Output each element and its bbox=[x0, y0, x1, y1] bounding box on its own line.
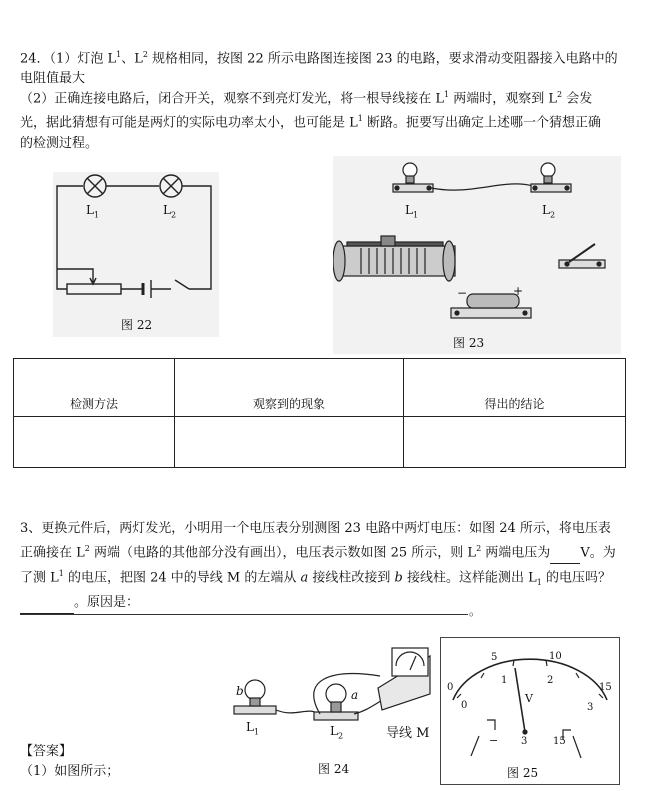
q24-part1: 24．（1）灯泡 $L^1$、$L^2$ 规格相同，按图 22 所示电路图连接图 23 的电路，要求滑动变阻器接入电路中的 电阻值最大 bbox=[20, 50, 618, 87]
answer-title: 【答案】 bbox=[20, 744, 73, 759]
scale-bot-3: 3 bbox=[587, 702, 594, 713]
label-l1: $L_1$ bbox=[405, 203, 419, 220]
scale-top-15: 15 bbox=[599, 682, 612, 693]
terminal-3: 3 bbox=[521, 736, 528, 747]
switch-symbol bbox=[175, 280, 189, 289]
scale-top-0: 0 bbox=[447, 682, 454, 693]
minus-sign: − bbox=[457, 286, 468, 300]
circuit-diagram bbox=[53, 172, 219, 337]
figure-22 bbox=[53, 172, 219, 337]
scale-bot-2: 2 bbox=[547, 675, 554, 686]
voltmeter-picture bbox=[378, 648, 430, 710]
terminal-15: 15 bbox=[553, 736, 566, 747]
apparatus-picture bbox=[333, 156, 621, 354]
rheostat-symbol bbox=[67, 284, 121, 294]
label-l2: $L_2$ bbox=[163, 203, 177, 220]
header-method: 检测方法 bbox=[14, 359, 175, 417]
lamp-l1-picture bbox=[393, 163, 433, 192]
rheostat-picture bbox=[333, 236, 455, 281]
figure-23-caption: 图 23 bbox=[453, 336, 485, 350]
period: 。 bbox=[469, 604, 482, 618]
figure-23 bbox=[333, 156, 621, 354]
plus-sign: + bbox=[513, 284, 524, 298]
terminal-b-label: b bbox=[236, 684, 244, 698]
scale-bot-0: 0 bbox=[461, 700, 468, 711]
unit-label: V bbox=[525, 692, 533, 705]
wire-m-label: 导线 M bbox=[386, 726, 430, 741]
scale-top-5: 5 bbox=[491, 652, 498, 663]
scale-top-10: 10 bbox=[549, 651, 562, 662]
answer-cell-method[interactable] bbox=[14, 417, 175, 468]
blank-yes-no[interactable] bbox=[20, 593, 74, 614]
label-l2: $L_2$ bbox=[542, 203, 556, 220]
figure-22-caption: 图 22 bbox=[121, 318, 153, 332]
switch-picture bbox=[559, 244, 605, 268]
figure-25 bbox=[440, 637, 620, 785]
answer-line[interactable] bbox=[20, 614, 468, 615]
answer-cell-conclusion[interactable] bbox=[404, 417, 626, 468]
lamp-l2-picture bbox=[531, 163, 571, 192]
figure-24 bbox=[230, 640, 440, 780]
scale-bot-1: 1 bbox=[501, 675, 508, 686]
answer-cell-phenomenon[interactable] bbox=[175, 417, 404, 468]
figure-25-caption: 图 25 bbox=[507, 766, 539, 780]
terminal-a-label: a bbox=[351, 688, 359, 702]
header-phenomenon: 观察到的现象 bbox=[175, 359, 404, 417]
label-l1: $L_1$ bbox=[246, 720, 260, 737]
voltmeter-setup-picture bbox=[230, 640, 440, 780]
needle bbox=[515, 668, 525, 732]
terminal-minus: − bbox=[489, 734, 499, 747]
figure-24-caption: 图 24 bbox=[318, 762, 350, 776]
blank-voltage[interactable] bbox=[550, 543, 580, 564]
q24-part2: （2）正确连接电路后，闭合开关，观察不到亮灯发光，将一根导线接在 $L^1$ 两端时，观察到 $L^2$ 会发 光，据此猜想有可能是两灯的实际电功率太小，也可能是 $L^1$ 断路。扼要写出确定上述哪一个猜想正确 的检测过程。 bbox=[20, 90, 601, 151]
label-l2: $L_2$ bbox=[330, 724, 344, 741]
q3-text: 3、更换元件后，两灯发光，小明用一个电压表分别测图 23 电路中两灯电压：如图 24 所示，将电压表 正确接在 $L^2$ 两端（电路的其他部分没有画出），电压表示数如图 25 所示，则 $L^2$ 两端电压为 V。为 了测 $L^1$ 的电压，把图 24 中的导线 M 的左端从 a 接线柱改接到 b 接线柱。这样能测出 $L_1$ 的电压吗？ 。原因是： bbox=[20, 519, 632, 614]
header-conclusion: 得出的结论 bbox=[404, 359, 626, 417]
label-l1: $L_1$ bbox=[86, 203, 100, 220]
answer-line1: （1）如图所示； bbox=[20, 764, 120, 779]
observation-table bbox=[13, 358, 626, 468]
